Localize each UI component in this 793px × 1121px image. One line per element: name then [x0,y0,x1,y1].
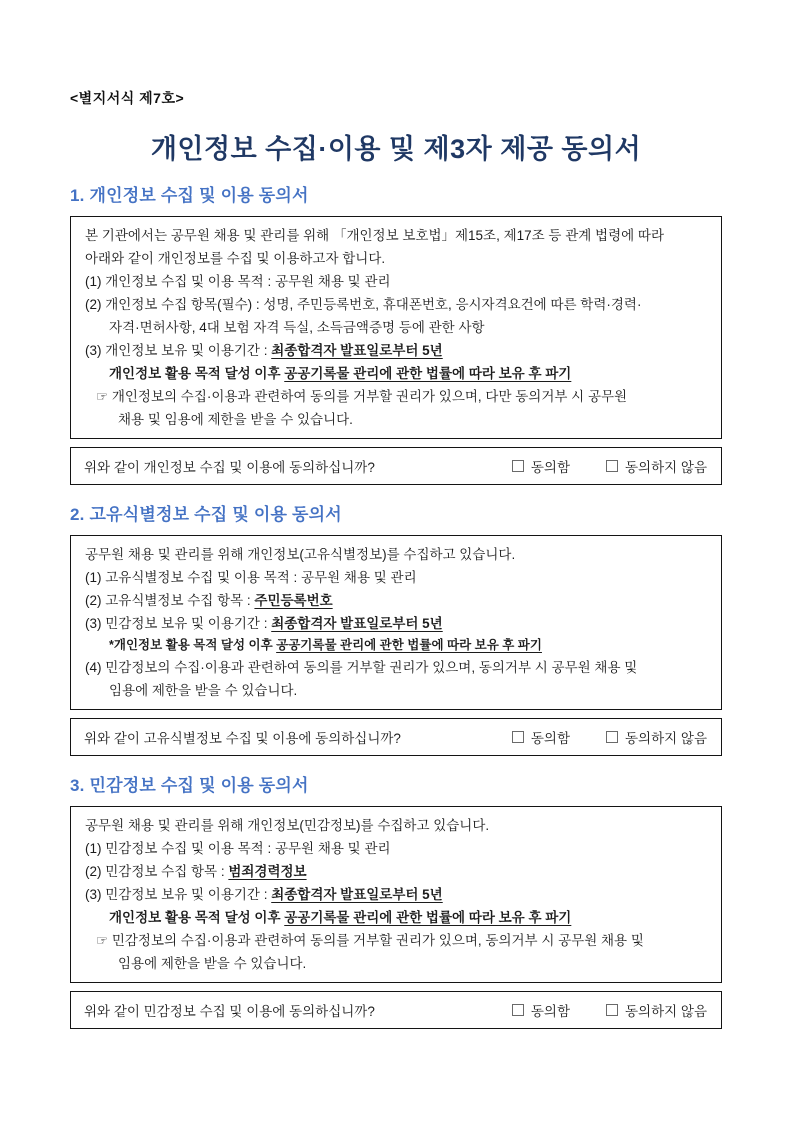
text-segment: 공무원 채용 및 관리를 위해 개인정보(고유식별정보)를 수집하고 있습니다. [85,547,516,562]
consent-row [70,718,722,756]
text-segment: (1) 개인정보 수집 및 이용 목적 : 공무원 채용 및 관리 [85,274,391,289]
text-segment: 자격·면허사항, 4대 보험 자격 득실, 소득금액증명 등에 관한 사항 [109,320,485,335]
info-box [70,806,722,983]
consent-option-agree[interactable] [512,727,570,747]
info-line [84,385,708,408]
text-segment: 공공기록물 관리에 관한 법률에 따라 보유 후 파기 [276,638,542,652]
text-segment: (2) 고유식별정보 수집 항목 : [85,593,255,608]
text-segment: 최종합격자 발표일로부터 5년 [271,616,443,631]
consent-row [70,447,722,485]
info-line [84,339,708,362]
text-segment: 최종합격자 발표일로부터 5년 [271,343,443,358]
checkbox-icon[interactable] [606,460,618,472]
info-line [84,270,708,293]
info-line [84,656,708,679]
text-segment: 채용 및 임용에 제한을 받을 수 있습니다. [118,412,353,427]
text-segment: 임용에 제한을 받을 수 있습니다. [109,683,298,698]
consent-option-disagree[interactable] [606,1000,707,1020]
info-line [84,589,708,612]
consent-question: 위와 같이 개인정보 수집 및 이용에 동의하십니까? [84,460,375,475]
text-segment: 주민등록번호 [254,593,333,608]
info-box [70,216,722,439]
text-segment: 본 기관에서는 공무원 채용 및 관리를 위해 「개인정보 보호법」제15조, 제17조 등 관계 법령에 따라 [85,228,665,243]
document-content [70,88,722,1029]
info-line [84,224,708,247]
text-segment: ☞ 민감정보의 수집·이용과 관련하여 동의를 거부할 권리가 있으며, 동의거부 시 공무원 채용 및 [96,933,644,948]
text-segment: 공무원 채용 및 관리를 위해 개인정보(민감정보)를 수집하고 있습니다. [85,818,490,833]
section-heading: 3. 민감정보 수집 및 이용 동의서 [70,776,309,795]
text-segment: (2) 민감정보 수집 항목 : [85,864,229,879]
text-segment: (3) 민감정보 보유 및 이용기간 : [85,616,272,631]
info-line [84,635,708,656]
consent-options [512,727,709,747]
info-line [84,860,708,883]
info-line [84,929,708,952]
text-segment: (3) 개인정보 보유 및 이용기간 : [85,343,272,358]
consent-option-label: 동의하지 않음 [625,460,707,475]
text-segment: 아래와 같이 개인정보를 수집 및 이용하고자 합니다. [85,251,386,266]
info-line [84,814,708,837]
checkbox-icon[interactable] [512,731,524,743]
consent-question: 위와 같이 민감정보 수집 및 이용에 동의하십니까? [84,1004,375,1019]
sections [70,181,722,1029]
info-box [70,535,722,710]
checkbox-icon[interactable] [606,1004,618,1016]
consent-option-label: 동의함 [530,460,570,475]
text-segment: 최종합격자 발표일로부터 5년 [271,887,443,902]
info-line [84,837,708,860]
info-line [84,952,708,975]
checkbox-icon[interactable] [512,460,524,472]
text-segment: (1) 고유식별정보 수집 및 이용 목적 : 공무원 채용 및 관리 [85,570,417,585]
consent-option-agree[interactable] [512,1000,570,1020]
info-line [84,679,708,702]
consent-option-label: 동의함 [530,1004,570,1019]
text-segment: 범죄경력정보 [228,864,307,879]
info-line [84,408,708,431]
text-segment: *개인정보 활용 목적 달성 이후 [109,638,277,652]
consent-section-personal-info [70,181,722,485]
section-heading: 1. 개인정보 수집 및 이용 동의서 [70,186,309,205]
info-line [84,906,708,929]
consent-option-agree[interactable] [512,456,570,476]
consent-section-unique-id-info [70,500,722,756]
text-segment: (3) 민감정보 보유 및 이용기간 : [85,887,272,902]
info-line [84,566,708,589]
text-segment: ☞ 개인정보의 수집·이용과 관련하여 동의를 거부할 권리가 있으며, 다만 동의거부 시 공무원 [96,389,628,404]
info-line [84,247,708,270]
info-line [84,612,708,635]
consent-option-disagree[interactable] [606,456,707,476]
consent-options [512,456,709,476]
section-heading: 2. 고유식별정보 수집 및 이용 동의서 [70,505,342,524]
consent-section-sensitive-info [70,771,722,1029]
form-number-label: <별지서식 제7호> [70,90,185,106]
info-line [84,883,708,906]
consent-option-disagree[interactable] [606,727,707,747]
info-line [84,362,708,385]
text-segment: 개인정보 활용 목적 달성 이후 [109,366,285,381]
info-line [84,293,708,316]
text-segment: 임용에 제한을 받을 수 있습니다. [118,956,307,971]
consent-option-label: 동의함 [530,731,570,746]
consent-row [70,991,722,1029]
text-segment: 공공기록물 관리에 관한 법률에 따라 보유 후 파기 [284,366,572,381]
consent-option-label: 동의하지 않음 [625,731,707,746]
checkbox-icon[interactable] [512,1004,524,1016]
text-segment: 개인정보 활용 목적 달성 이후 [109,910,285,925]
info-line [84,316,708,339]
text-segment: (2) 개인정보 수집 항목(필수) : 성명, 주민등록번호, 휴대폰번호, 응시자격요건에 따른 학력·경력· [85,297,642,312]
consent-options [512,1000,709,1020]
text-segment: (1) 민감정보 수집 및 이용 목적 : 공무원 채용 및 관리 [85,841,391,856]
consent-question: 위와 같이 고유식별정보 수집 및 이용에 동의하십니까? [84,731,401,746]
page-title: 개인정보 수집·이용 및 제3자 제공 동의서 [150,134,642,164]
info-line [84,543,708,566]
text-segment: 공공기록물 관리에 관한 법률에 따라 보유 후 파기 [284,910,572,925]
checkbox-icon[interactable] [606,731,618,743]
text-segment: (4) 민감정보의 수집·이용과 관련하여 동의를 거부할 권리가 있으며, 동의거부 시 공무원 채용 및 [85,660,638,675]
consent-option-label: 동의하지 않음 [625,1004,707,1019]
